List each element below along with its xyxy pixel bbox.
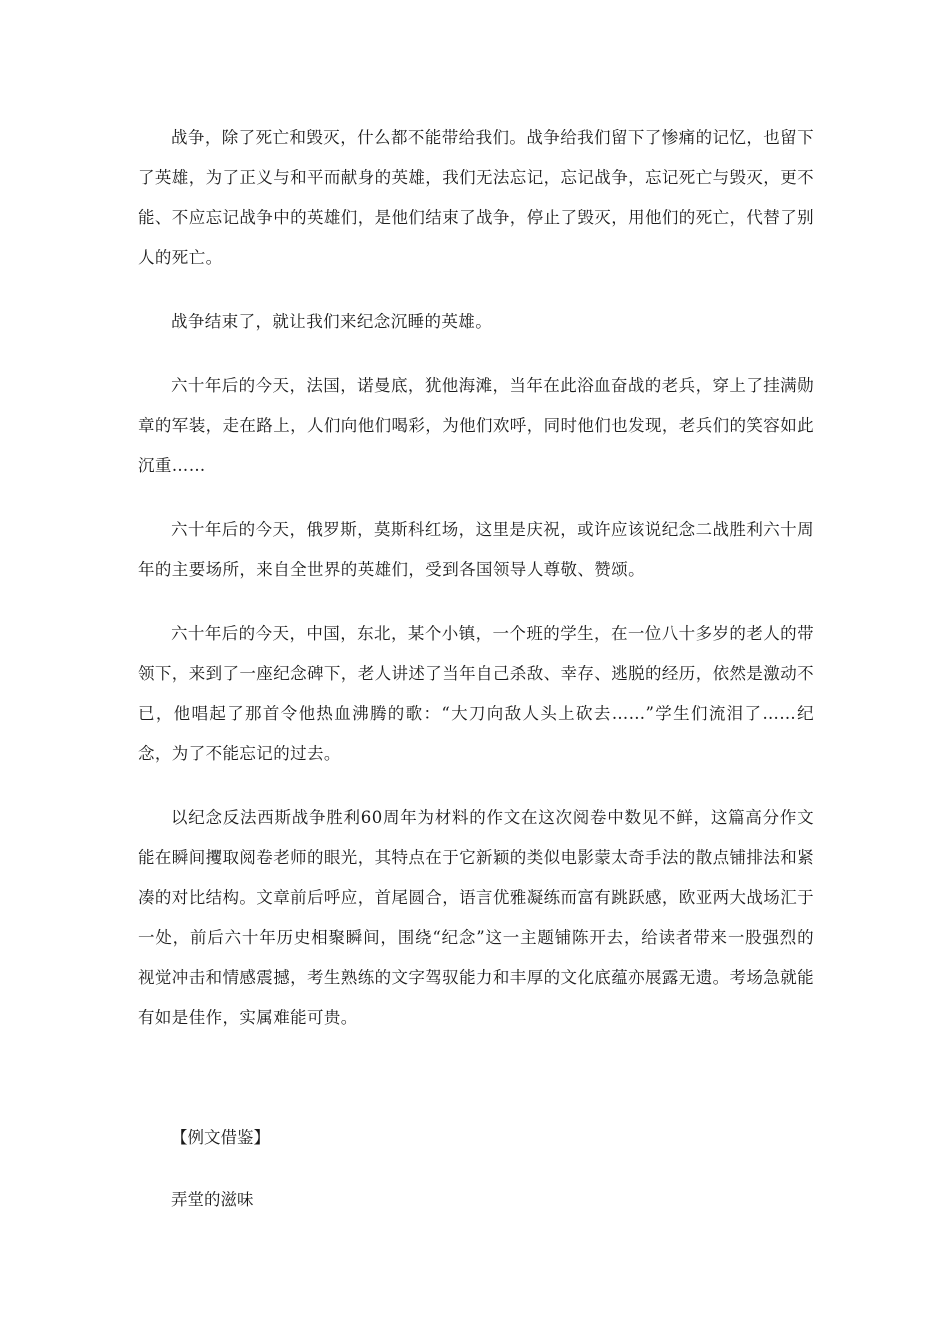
paragraph-normandy: 六十年后的今天，法国，诺曼底，犹他海滩，当年在此浴血奋战的老兵，穿上了挂满勋章的军装，走在路上，人们向他们喝彩，为他们欢呼，同时他们也发现，老兵们的笑容如此沉重……	[138, 376, 814, 475]
paragraph-northeast-china: 六十年后的今天，中国，东北，某个小镇，一个班的学生，在一位八十多岁的老人的带领下，来到了一座纪念碑下，老人讲述了当年自己杀敌、幸存、逃脱的经历，依然是激动不已，他唱起了那首令他热血沸腾的歌：“大刀向敌人头上砍去……”学生们流泪了……纪念，为了不能忘记的过去。	[138, 624, 814, 763]
document-page	[138, 118, 814, 1242]
essay-title: 弄堂的滋味	[171, 1190, 254, 1209]
section-label: 【例文借鉴】	[171, 1128, 270, 1147]
paragraph-red-square: 六十年后的今天，俄罗斯，莫斯科红场，这里是庆祝，或许应该说纪念二战胜利六十周年的主要场所，来自全世界的英雄们，受到各国领导人尊敬、赞颂。	[138, 520, 814, 579]
section-spacer	[138, 1062, 814, 1118]
paragraph-commentary: 以纪念反法西斯战争胜利60周年为材料的作文在这次阅卷中数见不鲜，这篇高分作文能在瞬间攫取阅卷老师的眼光，其特点在于它新颖的类似电影蒙太奇手法的散点铺排法和紧凑的对比结构。文章前后呼应，首尾圆合，语言优雅凝练而富有跳跃感，欧亚两大战场汇于一处，前后六十年历史相聚瞬间，围绕“纪念”这一主题铺陈开去，给读者带来一股强烈的视觉冲击和情感震撼，考生熟练的文字驾驭能力和丰厚的文化底蕴亦展露无遗。考场急就能有如是佳作，实属难能可贵。	[138, 808, 814, 1027]
paragraph-war-intro: 战争，除了死亡和毁灭，什么都不能带给我们。战争给我们留下了惨痛的记忆，也留下了英雄，为了正义与和平而献身的英雄，我们无法忘记，忘记战争，忘记死亡与毁灭，更不能、不应忘记战争中的英雄们，是他们结束了战争，停止了毁灭，用他们的死亡，代替了别人的死亡。	[138, 128, 814, 267]
paragraph-war-ended: 战争结束了，就让我们来纪念沉睡的英雄。	[171, 312, 493, 331]
